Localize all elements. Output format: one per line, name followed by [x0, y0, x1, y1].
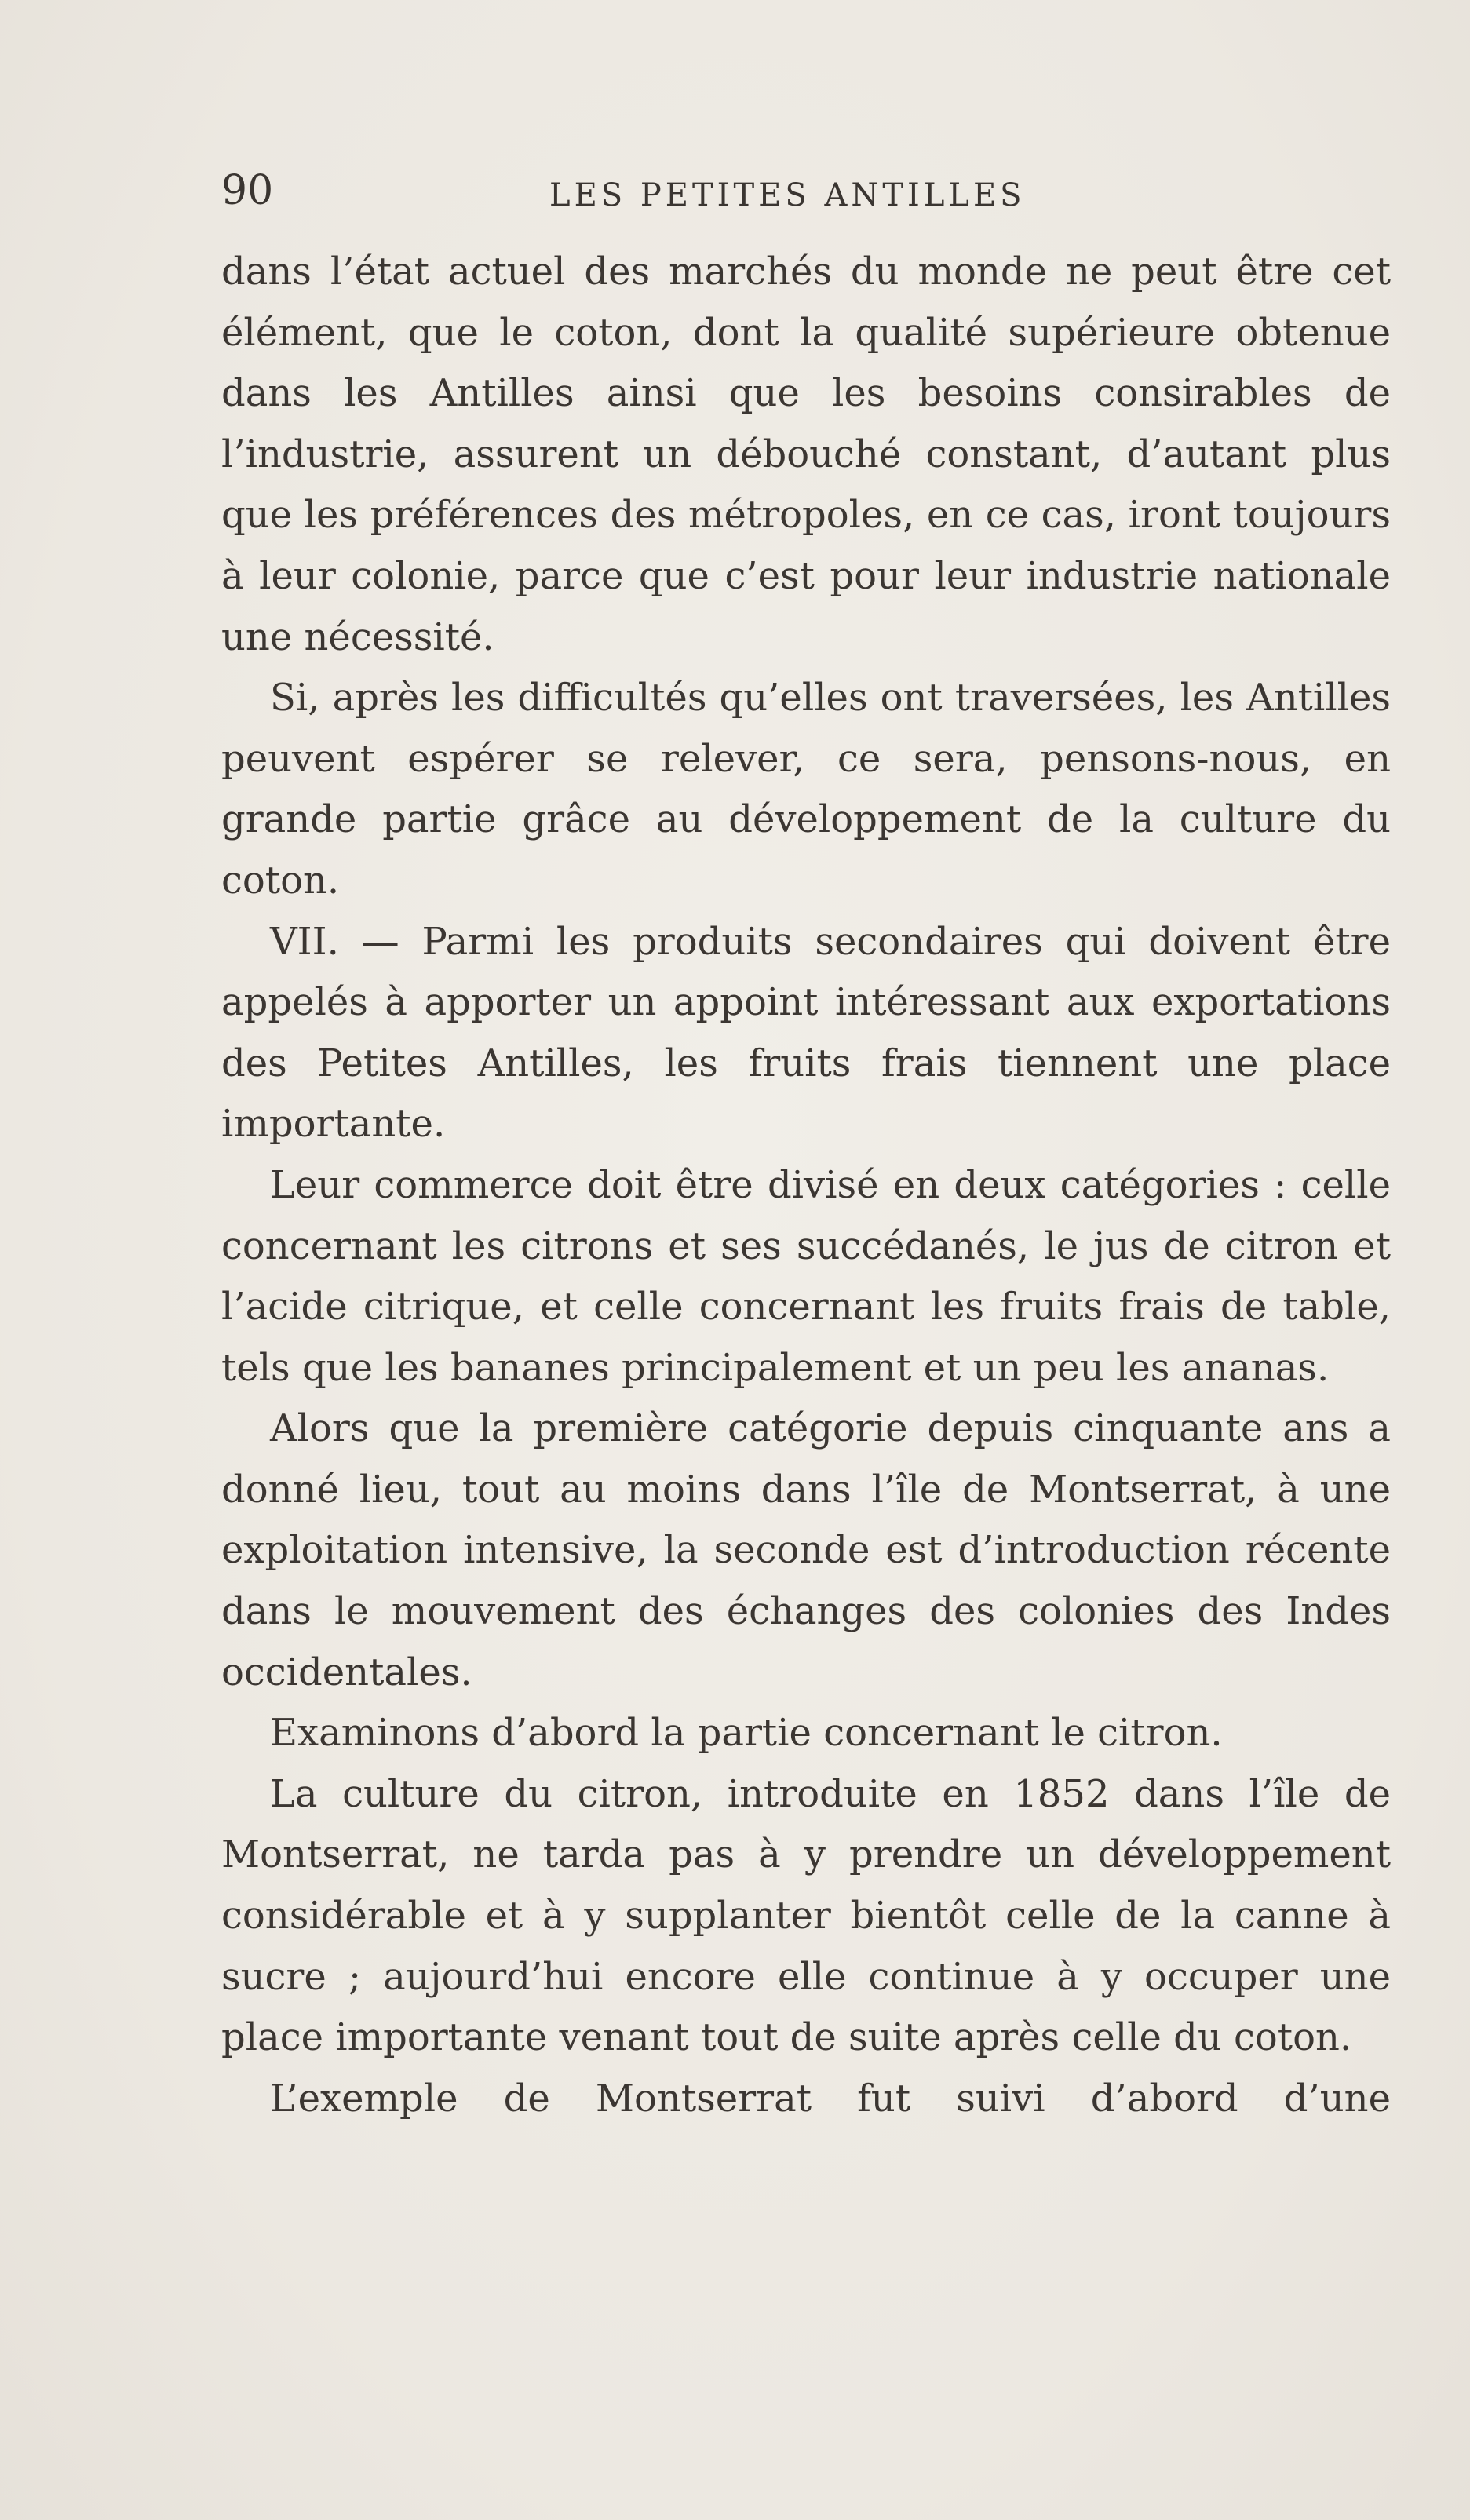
paragraph: Alors que la première catégorie depuis cinquante ans a donné lieu, tout au moins dans l’île de Montserrat, à une exploitation intensive, la seconde est d’introduction récente dans le mouvement des échanges des colonies des Indes occidentales.	[221, 1406, 1391, 1694]
page-header	[221, 163, 1391, 218]
paragraph: La culture du citron, introduite en 1852 dans l’île de Montserrat, ne tarda pas à y prendre un développement considérable et à y supplanter bientôt celle de la canne à sucre ; aujourd’hui encore elle continue à y occuper une place importante venant tout de suite après celle du coton.	[221, 1771, 1391, 2060]
body-text	[221, 242, 1391, 2129]
paragraph: Examinons d’abord la partie concernant le citron.	[270, 1711, 1223, 1756]
paragraph-section-vii: VII. — Parmi les produits secondaires qui doivent être appelés à apporter un appoint intéressant aux exportations des Petites Antilles, les fruits frais tiennent une place importante.	[221, 919, 1391, 1147]
paragraph: Leur commerce doit être divisé en deux catégories : celle concernant les citrons et ses succédanés, le jus de citron et l’acide citrique, et celle concernant les fruits frais de table, tels que les bananes principalement et un peu les ananas.	[221, 1162, 1391, 1390]
paragraph-last-line: L’exemple de Montserrat fut suivi d’abord d’une	[270, 2076, 1391, 2121]
paragraph-continuation: dans l’état actuel des marchés du monde ne peut être cet élément, que le coton, dont la qualité supérieure obtenue dans les Antilles ainsi que les besoins consirables de l’industrie, assurent un débouché constant, d’autant plus que les préférences des métropoles, en ce cas, iront toujours à leur colonie, parce que c’est pour leur industrie nationale une nécessité.	[221, 250, 1391, 659]
page-number: 90	[221, 167, 274, 214]
running-title: LES PETITES ANTILLES	[549, 177, 1026, 213]
paragraph: Si, après les difficultés qu’elles ont traversées, les Antilles peuvent espérer se relever, ce sera, pensons-nous, en grande partie grâce au développement de la culture du coton.	[221, 676, 1391, 903]
